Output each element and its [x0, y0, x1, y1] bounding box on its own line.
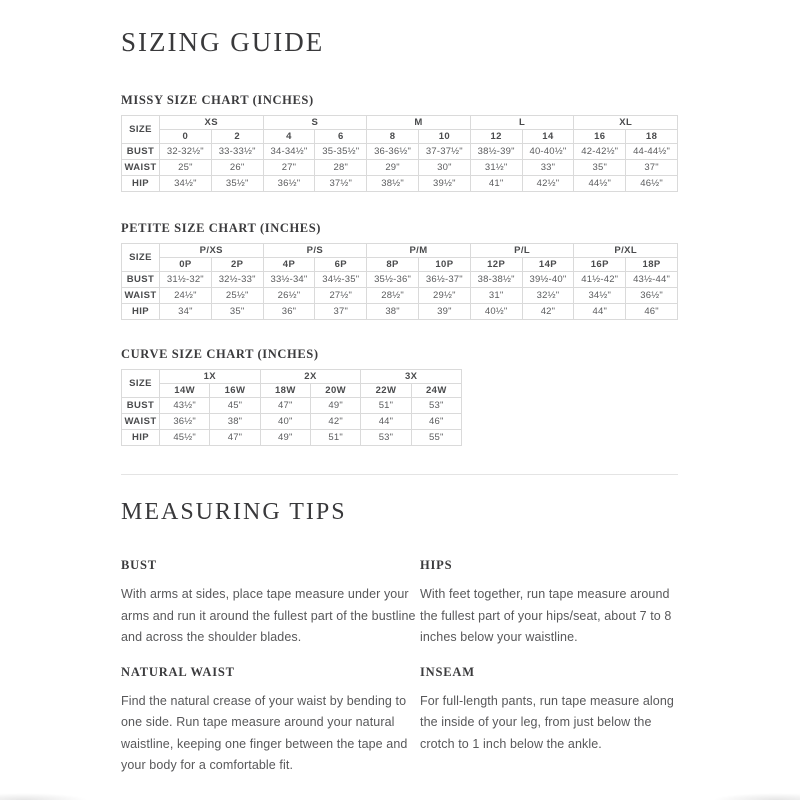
value-cell: 45" — [210, 398, 260, 414]
row-label-cell: HIP — [122, 430, 160, 446]
group-header-cell: P/L — [470, 244, 574, 258]
value-cell: 37" — [315, 304, 367, 320]
value-cell: 44" — [361, 414, 411, 430]
curve-size-chart-section — [121, 347, 678, 446]
value-cell: 34-34½" — [263, 144, 315, 160]
missy-size-chart-section — [121, 93, 678, 192]
value-cell: 34" — [160, 304, 212, 320]
row-label-cell: BUST — [122, 398, 160, 414]
value-cell: 40" — [260, 414, 310, 430]
value-cell: 36½" — [263, 176, 315, 192]
size-cell: 0 — [160, 130, 212, 144]
group-header-cell: S — [263, 116, 367, 130]
measuring-tips-title: MEASURING TIPS — [121, 499, 347, 525]
value-cell: 46" — [411, 414, 461, 430]
size-cell: 22W — [361, 384, 411, 398]
missy-size-table — [121, 115, 678, 192]
size-cell: 14P — [522, 258, 574, 272]
value-cell: 44-44½" — [626, 144, 678, 160]
size-cell: 8 — [367, 130, 419, 144]
value-cell: 32½-33" — [211, 272, 263, 288]
tip-bust-body: With arms at sides, place tape measure under your arms and run it around the fullest part of the bustline and across the shoulder blades. — [121, 587, 416, 644]
size-header-cell: SIZE — [122, 244, 160, 272]
row-label-cell: WAIST — [122, 414, 160, 430]
value-cell: 31½" — [470, 160, 522, 176]
size-cell: 14W — [160, 384, 210, 398]
value-cell: 38-38½" — [470, 272, 522, 288]
value-cell: 38½-39" — [470, 144, 522, 160]
value-cell: 38½" — [367, 176, 419, 192]
value-cell: 36½" — [626, 288, 678, 304]
row-label-cell: HIP — [122, 176, 160, 192]
value-cell: 30" — [418, 160, 470, 176]
tip-inseam-body: For full-length pants, run tape measure along the inside of your leg, from just below the crotch to 1 inch below the ankle. — [420, 693, 674, 751]
size-cell: 10P — [418, 258, 470, 272]
group-header-cell: 1X — [160, 370, 261, 384]
value-cell: 41" — [470, 176, 522, 192]
row-label-cell: WAIST — [122, 288, 160, 304]
tip-hips — [420, 558, 678, 649]
group-header-cell: L — [470, 116, 574, 130]
value-cell: 51" — [361, 398, 411, 414]
value-cell: 35" — [574, 160, 626, 176]
measuring-tips-grid — [121, 558, 678, 777]
size-cell: 12P — [470, 258, 522, 272]
value-cell: 34½" — [574, 288, 626, 304]
value-cell: 28½" — [367, 288, 419, 304]
row-label-cell: BUST — [122, 144, 160, 160]
value-cell: 27½" — [315, 288, 367, 304]
tip-hips-body: With feet together, run tape measure around the fullest part of your hips/seat, about 7 to 8 inches below your waistline. — [420, 587, 672, 644]
size-cell: 20W — [310, 384, 360, 398]
group-header-cell: M — [367, 116, 471, 130]
value-cell: 28" — [315, 160, 367, 176]
size-cell: 2P — [211, 258, 263, 272]
group-header-cell: P/XL — [574, 244, 678, 258]
size-cell: 14 — [522, 130, 574, 144]
value-cell: 35½-36" — [367, 272, 419, 288]
value-cell: 42" — [310, 414, 360, 430]
value-cell: 51" — [310, 430, 360, 446]
value-cell: 42-42½" — [574, 144, 626, 160]
curve-chart-heading: CURVE SIZE CHART (INCHES) — [121, 347, 319, 361]
value-cell: 33-33½" — [211, 144, 263, 160]
size-cell: 4P — [263, 258, 315, 272]
size-cell: 4 — [263, 130, 315, 144]
value-cell: 33" — [522, 160, 574, 176]
value-cell: 27" — [263, 160, 315, 176]
value-cell: 39" — [418, 304, 470, 320]
tip-inseam-heading: INSEAM — [420, 664, 475, 679]
value-cell: 49" — [310, 398, 360, 414]
size-cell: 18 — [626, 130, 678, 144]
value-cell: 36½" — [160, 414, 210, 430]
group-header-cell: XL — [574, 116, 678, 130]
size-cell: 0P — [160, 258, 212, 272]
value-cell: 25½" — [211, 288, 263, 304]
size-cell: 10 — [418, 130, 470, 144]
value-cell: 55" — [411, 430, 461, 446]
group-header-cell: P/S — [263, 244, 367, 258]
value-cell: 38" — [210, 414, 260, 430]
value-cell: 25" — [160, 160, 212, 176]
petite-size-chart-section — [121, 221, 678, 320]
size-header-cell: SIZE — [122, 116, 160, 144]
size-cell: 18P — [626, 258, 678, 272]
value-cell: 42½" — [522, 176, 574, 192]
value-cell: 43½-44" — [626, 272, 678, 288]
petite-chart-heading: PETITE SIZE CHART (INCHES) — [121, 221, 322, 235]
value-cell: 34½" — [160, 176, 212, 192]
size-cell: 16W — [210, 384, 260, 398]
value-cell: 35-35½" — [315, 144, 367, 160]
group-header-cell: XS — [160, 116, 264, 130]
value-cell: 53" — [361, 430, 411, 446]
missy-chart-heading: MISSY SIZE CHART (INCHES) — [121, 93, 314, 107]
value-cell: 39½-40" — [522, 272, 574, 288]
value-cell: 53" — [411, 398, 461, 414]
size-cell: 12 — [470, 130, 522, 144]
value-cell: 29½" — [418, 288, 470, 304]
value-cell: 24½" — [160, 288, 212, 304]
value-cell: 40½" — [470, 304, 522, 320]
tip-hips-heading: HIPS — [420, 558, 453, 572]
value-cell: 31" — [470, 288, 522, 304]
value-cell: 42" — [522, 304, 574, 320]
value-cell: 44" — [574, 304, 626, 320]
value-cell: 29" — [367, 160, 419, 176]
size-header-cell: SIZE — [122, 370, 160, 398]
value-cell: 40-40½" — [522, 144, 574, 160]
group-header-cell: P/XS — [160, 244, 264, 258]
value-cell: 35½" — [211, 176, 263, 192]
value-cell: 37½" — [315, 176, 367, 192]
value-cell: 36" — [263, 304, 315, 320]
value-cell: 49" — [260, 430, 310, 446]
value-cell: 36-36½" — [367, 144, 419, 160]
value-cell: 32-32½" — [160, 144, 212, 160]
group-header-cell: 2X — [260, 370, 361, 384]
size-cell: 6 — [315, 130, 367, 144]
value-cell: 45½" — [160, 430, 210, 446]
value-cell: 39½" — [418, 176, 470, 192]
size-cell: 16P — [574, 258, 626, 272]
tip-bust — [121, 558, 420, 649]
petite-size-table — [121, 243, 678, 320]
value-cell: 47" — [210, 430, 260, 446]
value-cell: 34½-35" — [315, 272, 367, 288]
tip-natural-waist-body: Find the natural crease of your waist by bending to one side. Run tape measure around your natural waistline, keeping one finger between the tape and your body for a comfortable fit. — [121, 693, 408, 772]
value-cell: 38" — [367, 304, 419, 320]
value-cell: 41½-42" — [574, 272, 626, 288]
group-header-cell: 3X — [361, 370, 462, 384]
size-cell: 16 — [574, 130, 626, 144]
size-cell: 8P — [367, 258, 419, 272]
size-cell: 18W — [260, 384, 310, 398]
tip-natural-waist-heading: NATURAL WAIST — [121, 664, 235, 679]
value-cell: 32½" — [522, 288, 574, 304]
size-cell: 6P — [315, 258, 367, 272]
value-cell: 37" — [626, 160, 678, 176]
value-cell: 43½" — [160, 398, 210, 414]
size-cell: 2 — [211, 130, 263, 144]
value-cell: 36½-37" — [418, 272, 470, 288]
value-cell: 35" — [211, 304, 263, 320]
value-cell: 37-37½" — [418, 144, 470, 160]
value-cell: 46" — [626, 304, 678, 320]
value-cell: 33½-34" — [263, 272, 315, 288]
section-divider — [121, 474, 678, 475]
tip-natural-waist — [121, 665, 420, 777]
value-cell: 44½" — [574, 176, 626, 192]
value-cell: 47" — [260, 398, 310, 414]
page-title: SIZING GUIDE — [121, 27, 325, 57]
value-cell: 31½-32" — [160, 272, 212, 288]
curve-size-table — [121, 369, 462, 446]
row-label-cell: WAIST — [122, 160, 160, 176]
value-cell: 26½" — [263, 288, 315, 304]
size-cell: 24W — [411, 384, 461, 398]
value-cell: 46½" — [626, 176, 678, 192]
group-header-cell: P/M — [367, 244, 471, 258]
tip-bust-heading: BUST — [121, 558, 157, 572]
sizing-guide-page — [121, 0, 678, 777]
tip-inseam — [420, 665, 678, 777]
value-cell: 26" — [211, 160, 263, 176]
row-label-cell: HIP — [122, 304, 160, 320]
row-label-cell: BUST — [122, 272, 160, 288]
